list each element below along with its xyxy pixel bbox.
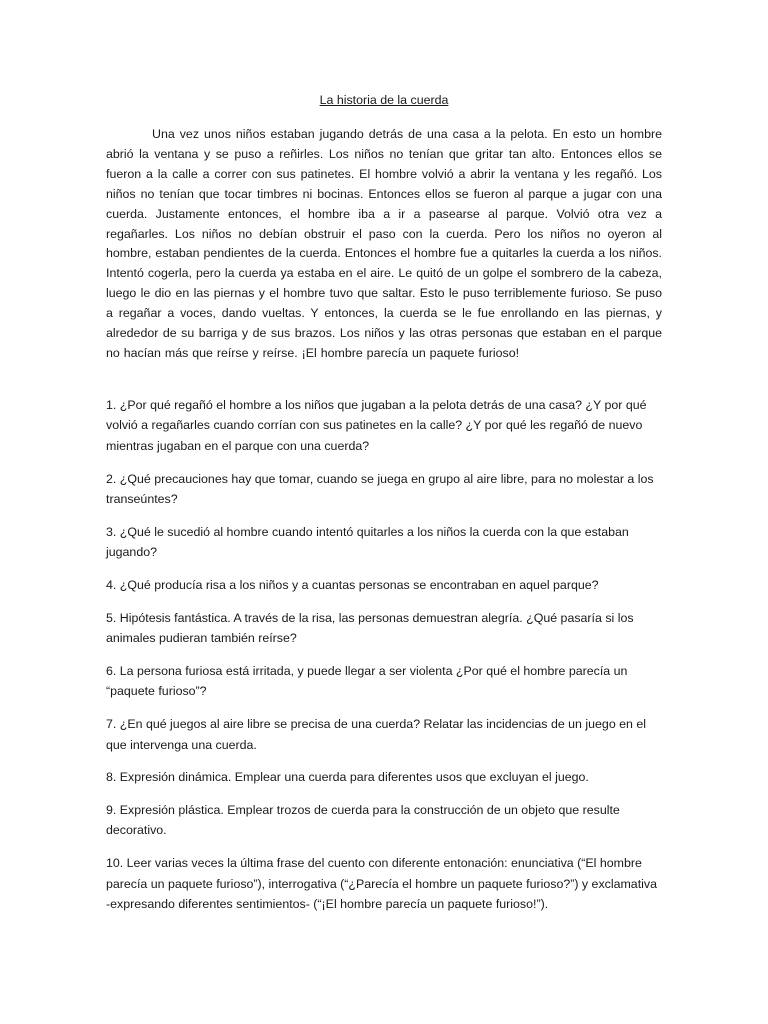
- question-6: 6. La persona furiosa está irritada, y puede llegar a ser violenta ¿Por qué el hombre parecía un “paquete furioso”?: [106, 663, 628, 699]
- document-title: La historia de la cuerda: [319, 93, 449, 107]
- question-1: 1. ¿Por qué regañó el hombre a los niños que jugaban a la pelota detrás de una casa? ¿Y por qué volvió a regañarles cuando corrían con sus patinetes en la calle? ¿Y por qué les regañó de nuevo mientras jugaban en el parque con una cuerda?: [106, 397, 647, 454]
- question-list: [106, 395, 662, 915]
- question-5: 5. Hipótesis fantástica. A través de la risa, las personas demuestran alegría. ¿Qué pasaría si los animales pudieran también reírse?: [106, 610, 634, 646]
- question-2: 2. ¿Qué precauciones hay que tomar, cuando se juega en grupo al aire libre, para no molestar a los transeúntes?: [106, 471, 654, 507]
- question-3: 3. ¿Qué le sucedió al hombre cuando intentó quitarles a los niños la cuerda con la que estaban jugando?: [106, 524, 629, 560]
- question-7: 7. ¿En qué juegos al aire libre se precisa de una cuerda? Relatar las incidencias de un juego en el que intervenga una cuerda.: [106, 717, 647, 752]
- document-page: [106, 90, 662, 927]
- question-9: 9. Expresión plástica. Emplear trozos de cuerda para la construcción de un objeto que resulte decorativo.: [106, 802, 620, 838]
- question-4: 4. ¿Qué producía risa a los niños y a cuantas personas se encontraban en aquel parque?: [106, 578, 599, 593]
- question-10: 10. Leer varias veces la última frase del cuento con diferente entonación: enunciativa (“El hombre parecía un paquete furioso”), interrogativa (“¿Parecía el hombre un paquete furioso?”) y exclamativa -expresando diferentes sentimientos- (“¡El hombre parecía un paquete furioso!”).: [106, 855, 657, 912]
- question-8: 8. Expresión dinámica. Emplear una cuerda para diferentes usos que excluyan el juego.: [106, 770, 589, 785]
- story-paragraph: Una vez unos niños estaban jugando detrás de una casa a la pelota. En esto un hombre abrió la ventana y se puso a reñirles. Los niños no tenían que gritar tan alto. Entonces ellos se fueron a la calle a correr con sus patinetes. El hombre volvió a abrir la ventana y les regañó. Los niños no tenían que tocar timbres ni bocinas. Entonces ellos se fueron al parque a jugar con una cuerda. Justamente entonces, el hombre iba a ir a pasearse al parque. Volvió otra vez a regañarles. Los niños no debían obstruir el paso con la cuerda. Pero los niños no oyeron al hombre, estaban pendientes de la cuerda. Entonces el hombre fue a quitarles la cuerda a los niños. Intentó cogerla, pero la cuerda ya estaba en el aire. Le quitó de un golpe el sombrero de la cabeza, luego le dio en las piernas y el hombre tuvo que saltar. Esto le puso terriblemente furioso. Se puso a regañar a voces, dando vueltas. Y entonces, la cuerda se le fue enrollando en las piernas, y alrededor de su barriga y de sus brazos. Los niños y las otras personas que estaban en el parque no hacían más que reírse y reírse. ¡El hombre parecía un paquete furioso!: [106, 127, 662, 360]
